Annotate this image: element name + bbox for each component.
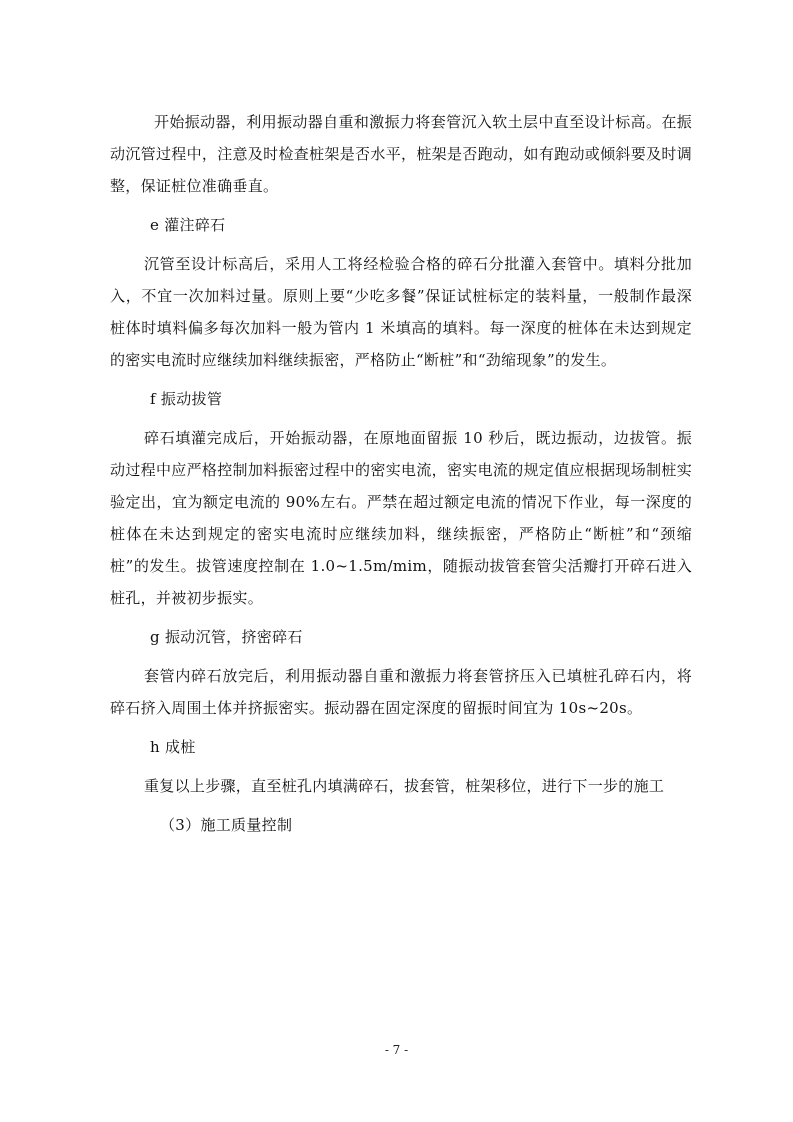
subheading-g-compaction: g 振动沉管，挤密碎石 <box>150 628 303 646</box>
document-body <box>110 106 692 848</box>
page-number: - 7 - <box>384 1043 409 1057</box>
subheading-f-vibratory-extraction: f 振动拔管 <box>150 390 223 408</box>
paragraph-pile-completion: 重复以上步骤，直至桩孔内填满碎石，拔套管，桩架移位，进行下一步的施工 <box>144 777 665 795</box>
section-heading-quality-control: （3）施工质量控制 <box>160 816 293 834</box>
subheading-h-pile-completion: h 成桩 <box>150 738 196 756</box>
paragraph-vibration-sinking: 开始振动器，利用振动器自重和激振力将套管沉入软土层中直至设计标高。在振动沉管过程中，注意及时检查桩架是否水平，桩架是否跑动，如有跑动或倾斜要及时调整，保证桩位准确垂直。 <box>110 113 692 195</box>
subheading-e-gravel-filling: e 灌注碎石 <box>150 216 226 234</box>
paragraph-gravel-filling: 沉管至设计标高后，采用人工将经检验合格的碎石分批灌入套管中。填料分批加入，不宜一次加料过量。原则上要“少吃多餐”保证试桩标定的装料量，一般制作最深桩体时填料偏多每次加料一般为管内 1 米填高的填料。每一深度的桩体在未达到规定的密实电流时应继续加料继续振密，严格防止“断桩”和“劲缩现象”的发生。 <box>110 255 692 369</box>
paragraph-compaction: 套管内碎石放完后，利用振动器自重和激振力将套管挤压入已填桩孔碎石内，将碎石挤入周围土体并挤振密实。振动器在固定深度的留振时间宜为 10s~20s。 <box>110 667 692 717</box>
paragraph-vibratory-extraction: 碎石填灌完成后，开始振动器，在原地面留振 10 秒后，既边振动，边拔管。振动过程中应严格控制加料振密过程中的密实电流，密实电流的规定值应根据现场制桩实验定出，宜为额定电流的 90%左右。严禁在超过额定电流的情况下作业，每一深度的桩体在未达到规定的密实电流时应继续加料，继续振密，严格防止“断桩”和“颈缩桩”的发生。拔管速度控制在 1.0~1.5m/mim，随振动拔管套管尖活瓣打开碎石进入桩孔，并被初步振实。 <box>110 429 692 607</box>
